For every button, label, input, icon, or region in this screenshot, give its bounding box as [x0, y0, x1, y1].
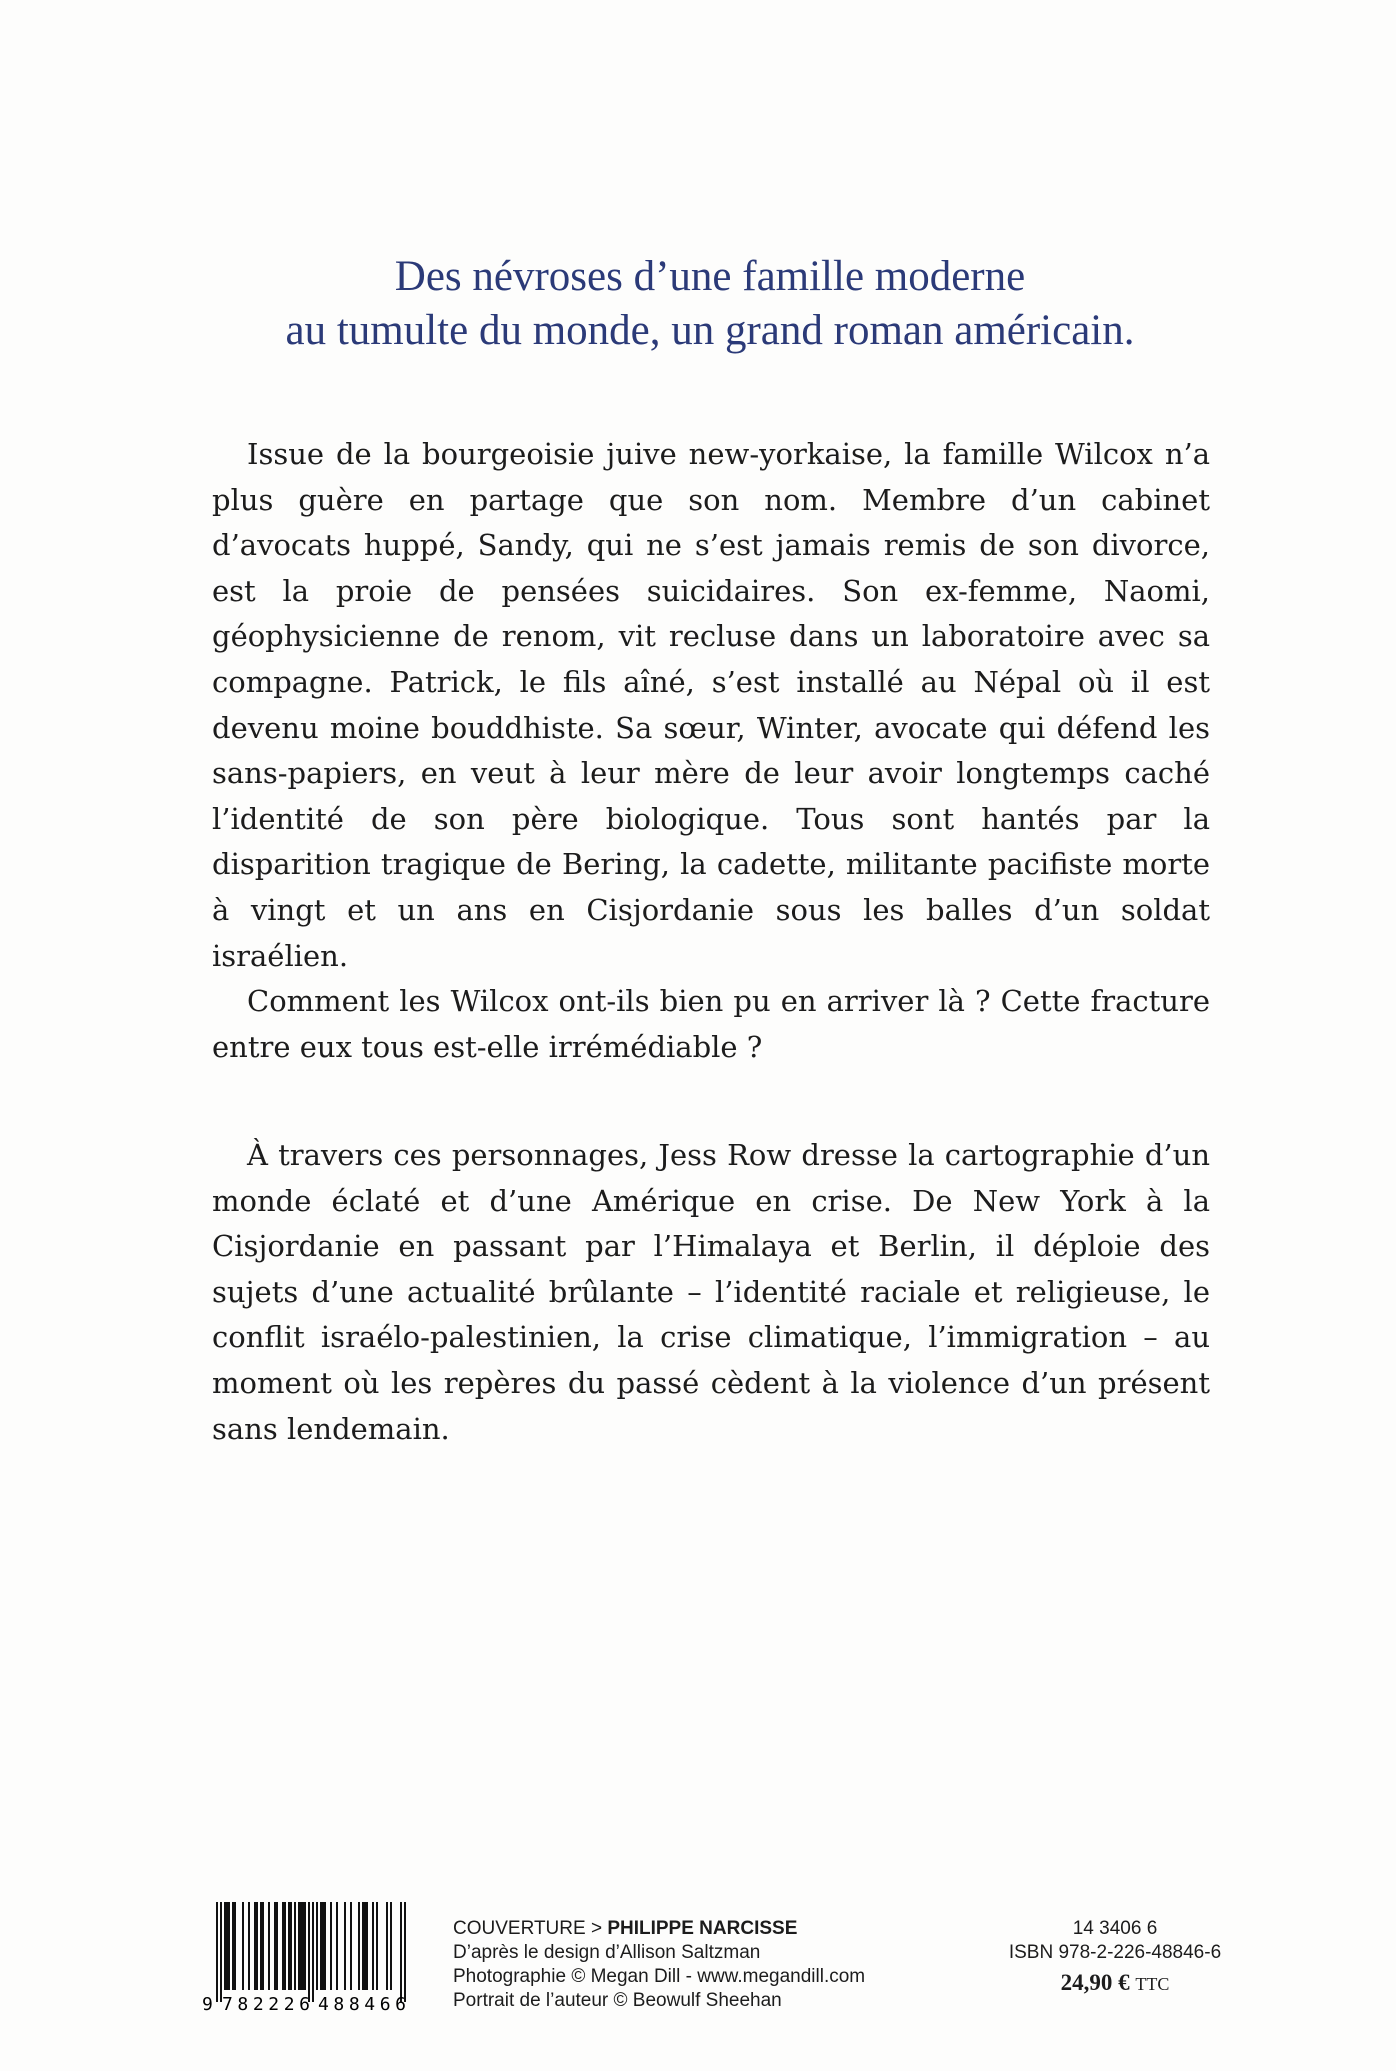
barcode-bar [242, 1902, 244, 1990]
synopsis-paragraph-1: Issue de la bourgeoisie juive new-yorkaise, la famille Wilcox n’a plus guère en partage que son nom. Membre d’un cabinet d’avocats huppé, Sandy, qui ne s’est jamais remis de son divorce, est la proie de pensées suicidaires. Son ex-femme, Naomi, géophysicienne de renom, vit recluse dans un laboratoire avec sa compagne. Patrick, le fils aîné, s’est installé au Népal où il est devenu moine bouddhiste. Sa sœur, Winter, avocate qui défend les sans-papiers, en veut à leur mère de leur avoir longtemps caché l’identité de son père biologique. Tous sont hantés par la disparition tragique de Bering, la cadette, militante pacifiste morte à vingt et un ans en Cisjordanie sous les balles d’un soldat israélien. [212, 437, 1210, 973]
barcode-bar [324, 1902, 326, 1990]
barcode-digits-left: 782226 [222, 1994, 310, 2014]
barcode-bar [390, 1902, 392, 1990]
barcode-bar [216, 1902, 218, 2002]
barcode-bar [274, 1902, 276, 1990]
barcode-bar [400, 1902, 402, 2002]
barcode-bar [294, 1902, 296, 1990]
barcode-bar [260, 1902, 262, 1990]
barcode-bar [256, 1902, 258, 1990]
tagline-line-1: Des névroses d’une famille moderne [394, 253, 1026, 300]
barcode-bar [234, 1902, 236, 1990]
barcode-bar [262, 1902, 264, 1990]
barcode-bar [302, 1902, 304, 1990]
barcode-bar [224, 1902, 226, 1990]
synopsis-block [212, 432, 1210, 1070]
barcode-bar [276, 1902, 278, 1990]
photo-credit: Photographie © Megan Dill - www.megandill.com [453, 1966, 866, 1987]
barcode-bar [322, 1902, 324, 1990]
barcode-bar [254, 1902, 256, 1990]
barcode-bar [220, 1902, 222, 2002]
themes-paragraph: À travers ces personnages, Jess Row dresse la cartographie d’un monde éclaté et d’une Amérique en crise. De New York à la Cisjordanie en passant par l’Himalaya et Berlin, il déploie des sujets d’une actualité brûlante – l’identité raciale et religieuse, le conflit israélo-palestinien, la crise climatique, l’immigration – au moment où les repères du passé cèdent à la violence d’un présent sans lendemain. [212, 1138, 1210, 1446]
barcode-bar [226, 1902, 228, 1990]
price [985, 1967, 1245, 2000]
product-code: 14 3406 6 [1072, 1918, 1158, 1939]
barcode-bar [282, 1902, 284, 1990]
barcode-bar [316, 1902, 318, 1990]
tagline [120, 250, 1300, 358]
cover-credit [453, 1917, 865, 1941]
portrait-credit: Portrait de l’auteur © Beowulf Sheehan [453, 1990, 782, 2011]
barcode-bar [284, 1902, 286, 1990]
barcode-digits-right: 488466 [318, 1994, 406, 2014]
themes-block [212, 1133, 1210, 1452]
isbn-barcode [202, 1902, 418, 2014]
barcode-bars [216, 1902, 406, 2002]
isbn-number: ISBN 978-2-226-48846-6 [1008, 1942, 1222, 1963]
barcode-bar [366, 1902, 368, 1990]
barcode-bar [330, 1902, 332, 1990]
price-tax-label: TTC [1135, 1974, 1170, 1994]
barcode-bar [386, 1902, 388, 1990]
design-credit: D’après le design d’Allison Saltzman [453, 1942, 761, 1963]
cover-label: COUVERTURE > [453, 1918, 608, 1939]
barcode-bar [248, 1902, 250, 1990]
barcode-bar [404, 1902, 406, 2002]
barcode-bar [228, 1902, 230, 1990]
barcode-bar [372, 1902, 374, 1990]
barcode-bar [290, 1902, 292, 1990]
barcode-bar [336, 1902, 338, 1990]
barcode-bar [300, 1902, 302, 1990]
barcode-bar [268, 1902, 270, 1990]
price-block [985, 1917, 1245, 2000]
price-amount: 24,90 € [1060, 1970, 1130, 1995]
cover-designer: PHILIPPE NARCISSE [607, 1918, 798, 1939]
barcode-bar [298, 1902, 300, 1990]
barcode-bar [288, 1902, 290, 1990]
barcode-bar [358, 1902, 360, 1990]
barcode-bar [344, 1902, 346, 1990]
barcode-bar [304, 1902, 306, 1990]
barcode-bar [350, 1902, 352, 1990]
barcode-bar [308, 1902, 310, 2002]
barcode-bar [312, 1902, 314, 2002]
synopsis-paragraph-2: Comment les Wilcox ont-ils bien pu en arriver là ? Cette fracture entre eux tous est-elle irrémédiable ? [212, 984, 1210, 1064]
barcode-digit-lead: 9 [202, 1994, 213, 2014]
barcode-bar [364, 1902, 366, 1990]
barcode-bar [232, 1902, 234, 1990]
tagline-line-2: au tumulte du monde, un grand roman américain. [285, 307, 1135, 354]
cover-credits [453, 1917, 865, 2013]
barcode-bar [362, 1902, 364, 1990]
barcode-bar [320, 1902, 322, 1990]
barcode-bar [376, 1902, 378, 1990]
